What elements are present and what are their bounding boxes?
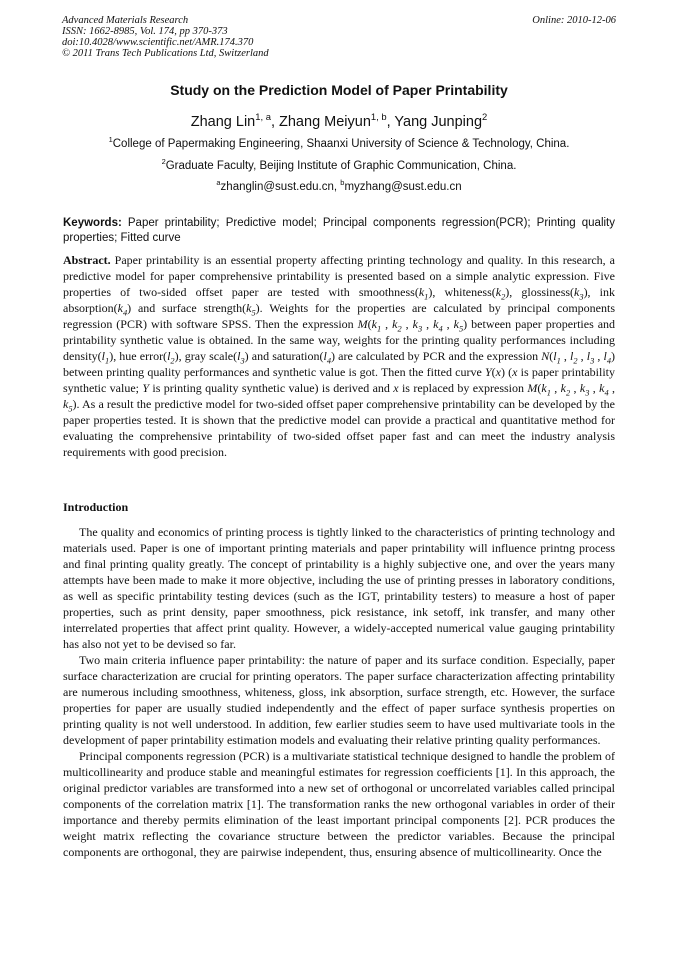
author-name: Zhang Lin bbox=[190, 114, 256, 130]
affiliation-mark: 1 bbox=[108, 135, 113, 145]
abstract-text: ), glossiness( bbox=[505, 285, 575, 299]
author-list bbox=[0, 111, 678, 130]
paper-title: Study on the Prediction Model of Paper Printability bbox=[170, 82, 508, 98]
intro-paragraph-1: The quality and economics of printing process is tightly linked to the characteristics of printing technology and materials used. Paper is one of important printing materials and paper printability will influence printng process and final printing quality greatly. The concept of printability is a highly subjective one, and over the years many attempts have been made to make it more objective, including the use of printing presses in laboratory conditions, as well as specific printability testing devices (such as the IGT, printability testers) to measure a host of paper properties, such as print density, paper smoothness, pick resistance, ink setoff, ink transfer, and many other interrelated properties that affect print quality. However, a widely-accepted numerical value gauging printability has also not yet to be devised so far. bbox=[63, 525, 615, 651]
author-separator: , bbox=[270, 114, 280, 130]
author-name: Zhang Meiyun bbox=[279, 114, 371, 130]
abstract-text: ), ink absorption( bbox=[63, 285, 615, 315]
keywords-label: Keywords: bbox=[63, 217, 122, 229]
intro-paragraph-3: Principal components regression (PCR) is a multivariate statistical technique designed to handle the problem of multicollinearity and produce stable and meaningful estimates for regression coefficients [1]. In this approach, the original predictor variables are transformed into a new set of orthogonal or uncorrelated variables called principal components of the correlation matrix [1]. The transformation ranks the new orthogonal variables in order of their importance and thereby permits elimination of the least important principal components [2]. PCR produces the weight matrix reflecting the covariance structure between the predictor variables. Because the principal components are orthogonal, they are pairwise independent, thus, ensuring absence of multicollinearity. Once the bbox=[63, 749, 615, 859]
intro-paragraph-2: Two main criteria influence paper printability: the nature of paper and its surface condition. Especially, paper surface characterization are crucial for printing operators. The paper surface characterization affecting printability are numerous including smoothness, whiteness, gloss, ink absorption, surface strength, etc. However, the surface properties for paper are usually studied independently and the effect of paper surface synthesis properties on printing quality is not well understood. In addition, few earlier studies seem to have used multivariate tools in the development of paper printability estimation models and evaluating their relative printing quality performances. bbox=[63, 653, 615, 747]
abstract-block: Abstract. Paper printability is an essential property affecting printing technology and quality. In this research, a predictive model for paper comprehensive printability is presented based on a simple analytic expression. Five properties of two-sided offset paper are tested with $smoothness(k_1)$, $whiteness(k_2)$, $glossiness(k_3)$, ink $absorption(k_4)$ and surface $strength(k_5)$. Weights for the properties are calculated by principal components regression (PCR) with software SPSS. Then the expression $M(k_1$ , $k_2$ , $k_3$ , $k_4$ , $k_5$) between paper properties and printability synthetic value is obtained. In the same way, weights for the printing quality performances including $density(l_1)$, hue $error(l_2)$, gray $scale(l_3)$ and $saturation(l_4)$ are calculated by PCR and the expression $N(l_1$ , $l_2$ , $l_3$ , $l_4$) between printing quality performances and synthetic value is got. Then the fitted curve Y(x) (x is paper printability synthetic value; Y is printing quality synthetic value) is derived and x is replaced by expression $M(k_1$ , $k_2$ , $k_3$ , $k_4$ , $k_5$). As a result the predictive model for two-sided offset paper comprehensive printability can be developed by the paper properties tested. It is shown that the predictive model can provide a practical and quantitative method for evaluating the comprehensive printability of two-sided offset paper fast and can meet the industry analysis requirements with good precision. bbox=[63, 253, 616, 459]
affiliation-2 bbox=[0, 157, 678, 172]
abstract-label: Abstract. bbox=[63, 253, 111, 267]
keywords-block bbox=[63, 216, 615, 246]
abstract-text: is printing quality synthetic value) is derived and bbox=[149, 381, 394, 395]
abstract-text: . As a result the predictive model for two-sided offset paper comprehensive printability can be developed by the paper properties tested. It is shown that the predictive model can provide a practical and quantitative method for evaluating the comprehensive printability of two-sided offset paper fast and can meet the industry analysis requirements with good precision. bbox=[63, 397, 615, 459]
author-affil-mark: 1, b bbox=[370, 111, 387, 123]
affiliation-1 bbox=[0, 135, 678, 150]
abstract-text: ( bbox=[504, 365, 513, 379]
abstract-text: ) and saturation( bbox=[244, 349, 324, 363]
author-emails bbox=[0, 178, 678, 193]
section-heading-introduction: Introduction bbox=[63, 500, 129, 514]
abstract-text: Paper printability is an essential property affecting printing technology and quality. In this research, a predictive model for paper comprehensive printability is presented based on a simple analytic expression. Five properties of two-sided offset paper are tested with smoothness( bbox=[63, 253, 615, 299]
author-affil-mark: 2 bbox=[482, 111, 488, 123]
author-name: Yang Junping bbox=[394, 114, 483, 130]
abstract-text: is paper printability synthetic value; bbox=[63, 365, 616, 395]
abstract-text: ) and surface strength( bbox=[127, 301, 247, 315]
abstract-text: ). Weights for the properties are calculated by principal components regression (PCR) with software SPSS. Then the expression bbox=[63, 301, 615, 331]
online-date: Online: 2010-12-06 bbox=[532, 15, 616, 26]
keywords-text: Paper printability; Predictive model; Principal components regression(PCR); Printing quality properties; Fitted curve bbox=[63, 217, 615, 244]
author-separator: , bbox=[386, 114, 395, 130]
introduction-body bbox=[63, 524, 615, 860]
abstract-text: between paper properties and printability synthetic value is obtained. In the same way, weights for the printing quality performances including density( bbox=[63, 317, 616, 363]
abstract-text: ), whiteness( bbox=[428, 285, 496, 299]
journal-header bbox=[62, 15, 616, 59]
affiliation-text: College of Papermaking Engineering, Shaanxi University of Science & Technology, China. bbox=[112, 138, 570, 150]
email-mark: b bbox=[340, 178, 345, 188]
email-link[interactable]: zhanglin@sust.edu.cn, bbox=[220, 181, 338, 193]
email-link[interactable]: myzhang@sust.edu.cn bbox=[344, 181, 462, 193]
email-mark: a bbox=[216, 178, 221, 188]
affiliation-text: Graduate Faculty, Beijing Institute of Graphic Communication, China. bbox=[165, 160, 517, 172]
issn-line: ISSN: 1662-8985, Vol. 174, pp 370-373 bbox=[62, 26, 228, 37]
author-affil-mark: 1, a bbox=[255, 111, 271, 123]
journal-name: Advanced Materials Research bbox=[62, 15, 189, 26]
abstract-text: ), gray scale( bbox=[174, 349, 238, 363]
abstract-text: between printing quality performances and synthetic value is got. Then the fitted curve bbox=[63, 365, 485, 379]
abstract-text: ), hue error( bbox=[109, 349, 168, 363]
abstract-text: ) are calculated by PCR and the expression bbox=[331, 349, 542, 363]
doi-line: doi:10.4028/www.scientific.net/AMR.174.370 bbox=[62, 37, 254, 48]
abstract-text: is replaced by expression bbox=[398, 381, 528, 395]
affiliation-mark: 2 bbox=[161, 157, 166, 167]
copyright-line: © 2011 Trans Tech Publications Ltd, Switzerland bbox=[62, 48, 269, 59]
